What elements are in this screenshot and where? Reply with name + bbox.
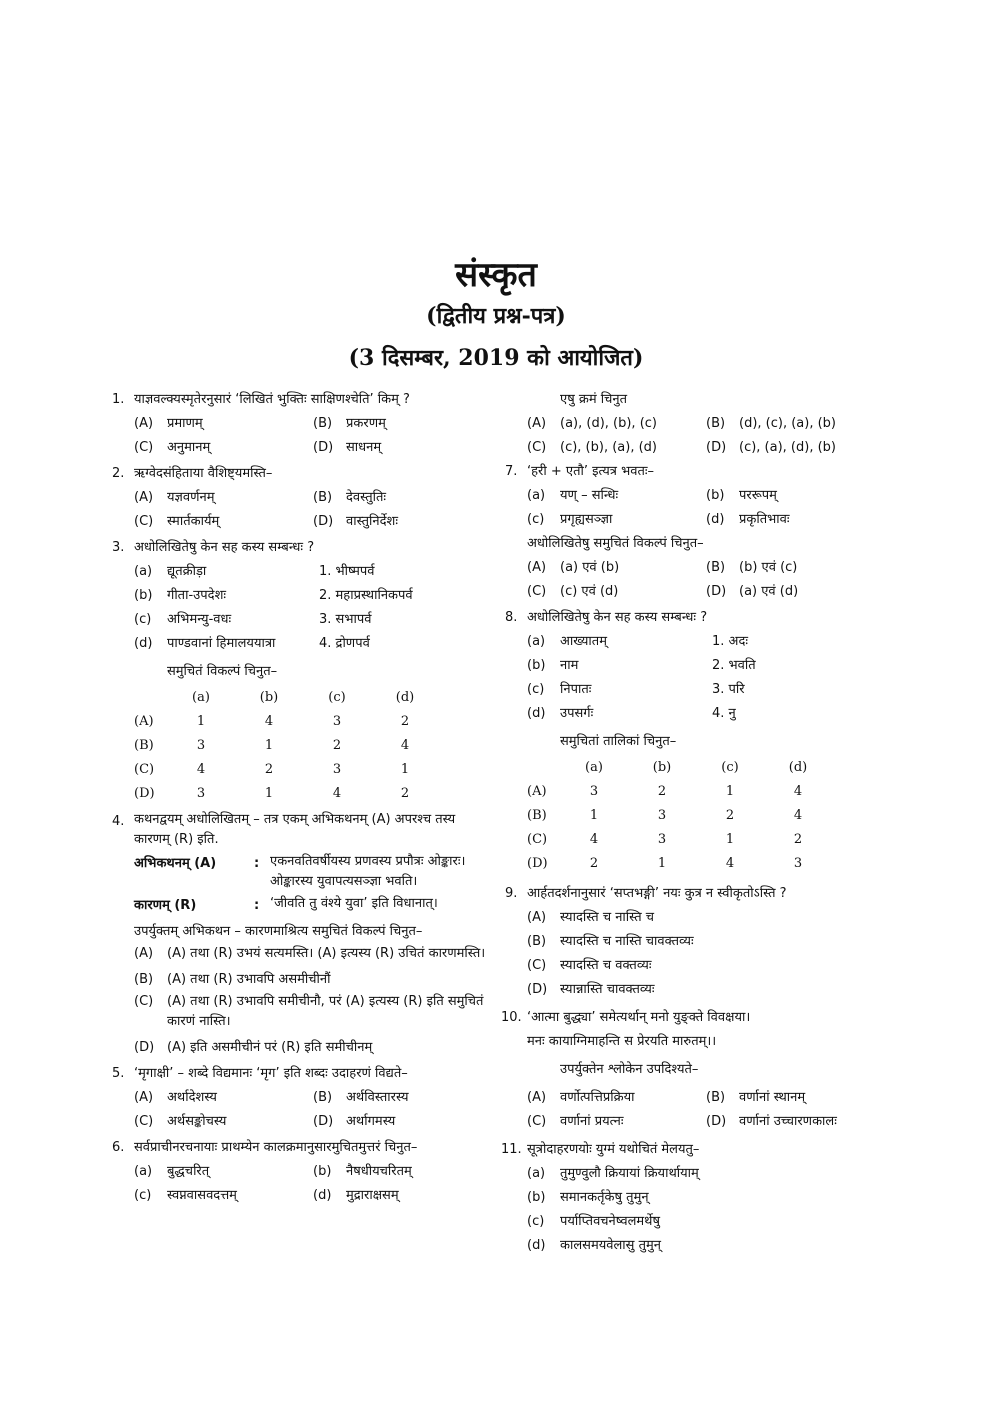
question-3 xyxy=(112,536,492,806)
item-text: यण् – सन्धिः xyxy=(560,488,619,503)
option-label: (D) xyxy=(313,440,334,455)
option-label: (B) xyxy=(706,560,726,575)
table-cell: 2 xyxy=(400,786,410,801)
match-row xyxy=(134,560,492,584)
match-label: (a) xyxy=(134,564,153,579)
option-text: (b) एवं (c) xyxy=(739,560,798,575)
match-label: (c) xyxy=(527,682,545,697)
reason-text: ‘जीवति तु वंश्ये युवा’ इति विधानात्। xyxy=(270,896,438,911)
option-label: (D) xyxy=(313,514,334,529)
question-number: 5. xyxy=(112,1066,125,1081)
instruction: अधोलिखितेषु समुचितं विकल्पं चिनुत– xyxy=(527,536,704,551)
option-label: (A) xyxy=(134,1090,154,1105)
option-label: (d) xyxy=(313,1188,332,1203)
table-cell: 1 xyxy=(725,784,735,799)
question-7 xyxy=(505,460,885,604)
item-text: समानकर्तृकेषु तुमुन् xyxy=(560,1190,649,1205)
row-label: (D) xyxy=(134,786,155,801)
table-cell: 3 xyxy=(657,832,667,847)
table-cell: 1 xyxy=(400,762,410,777)
table-cell: 1 xyxy=(196,714,206,729)
match-left: निपातः xyxy=(560,682,592,697)
question-text: सूत्रोदाहरणयोः युग्मं यथोचितं मेलयतु– xyxy=(527,1142,700,1157)
question-2 xyxy=(112,462,492,534)
table-head: (a) xyxy=(192,690,210,705)
item-text: तुमुण्वुलौ क्रियायां क्रियार्थायाम् xyxy=(560,1166,699,1181)
instruction: समुचितं विकल्पं चिनुत– xyxy=(167,664,278,679)
match-label: (b) xyxy=(134,588,153,603)
option-text: (A) तथा (R) उभावपि समीचीनौ, परं (A) इत्यस्य (R) इति समुचितं कारणं नास्ति। xyxy=(167,994,484,1029)
assertion-label: अभिकथनम् (A) xyxy=(134,856,217,871)
option-text: (c), (a), (d), (b) xyxy=(739,440,836,455)
option-text: स्यान्नास्ति चावक्तव्यः xyxy=(560,982,655,997)
question-5 xyxy=(112,1062,492,1134)
item-label: (d) xyxy=(527,1238,546,1253)
question-number: 7. xyxy=(505,464,518,479)
question-number: 8. xyxy=(505,610,518,625)
table-head: (b) xyxy=(259,690,279,705)
match-left: द्यूतक्रीड़ा xyxy=(167,564,207,579)
match-right: 1. अदः xyxy=(712,634,748,649)
table-cell: 2 xyxy=(657,784,667,799)
question-11 xyxy=(501,1138,885,1258)
table-cell: 4 xyxy=(400,738,410,753)
option-text: प्रमाणम् xyxy=(167,416,203,431)
question-text: अधोलिखितेषु केन सह कस्य सम्बन्धः ? xyxy=(134,540,315,555)
match-left: अभिमन्यु-वधः xyxy=(167,612,232,627)
exam-date: (3 दिसम्बर, 2019 को आयोजित) xyxy=(348,345,644,371)
option-text: यज्ञवर्णनम् xyxy=(167,490,215,505)
option-text: अर्थादेशस्य xyxy=(167,1090,217,1105)
item-label: (a) xyxy=(527,488,546,503)
question-10 xyxy=(501,1006,885,1134)
option-text: स्यादस्ति च नास्ति चावक्तव्यः xyxy=(560,934,694,949)
match-label: (c) xyxy=(134,612,152,627)
table-cell: 4 xyxy=(589,832,599,847)
question-text: कथनद्वयम् अधोलिखितम् – तत्र एकम् अभिकथनम् (A) अपरश्च तस्य कारणम् (R) इति. xyxy=(134,812,456,847)
instruction: एषु क्रमं चिनुत xyxy=(560,392,627,407)
match-left: आख्यातम् xyxy=(560,634,607,649)
table-cell: 1 xyxy=(264,738,274,753)
option-label: (C) xyxy=(134,994,154,1009)
option-label: (B) xyxy=(313,490,333,505)
table-cell: 4 xyxy=(264,714,274,729)
option-text: वास्तुनिर्देशः xyxy=(346,514,399,529)
option-text: स्यादस्ति च वक्तव्यः xyxy=(560,958,652,973)
colon: : xyxy=(254,898,260,913)
instruction: उपर्युक्तेन श्लोकेन उपदिश्यते– xyxy=(560,1062,699,1077)
table-cell: 3 xyxy=(196,738,206,753)
option-text: देवस्तुतिः xyxy=(346,490,387,505)
option-text: वर्णानां उच्चारणकालः xyxy=(739,1114,837,1129)
table-cell: 1 xyxy=(725,832,735,847)
question-number: 3. xyxy=(112,540,125,555)
option-label: (A) xyxy=(527,560,547,575)
option-label: (A) xyxy=(527,910,547,925)
match-row xyxy=(134,584,492,608)
answer-table xyxy=(527,756,832,876)
left-column xyxy=(112,388,492,1210)
page-title: संस्कृत xyxy=(455,255,537,295)
table-head: (c) xyxy=(721,760,739,775)
match-label: (d) xyxy=(134,636,153,651)
match-right: 3. परि xyxy=(712,682,745,697)
question-number: 10. xyxy=(501,1010,522,1025)
question-number: 4. xyxy=(112,814,125,829)
item-label: (b) xyxy=(527,1190,546,1205)
option-text: बुद्धचरित् xyxy=(167,1164,210,1179)
match-right: 1. भीष्मपर्व xyxy=(319,564,375,579)
option-text: स्मार्तकार्यम् xyxy=(167,514,220,529)
table-cell: 3 xyxy=(793,856,803,871)
question-1 xyxy=(112,388,492,460)
option-label: (B) xyxy=(313,1090,333,1105)
option-text: अनुमानम् xyxy=(167,440,211,455)
table-cell: 4 xyxy=(793,784,803,799)
match-left: उपसर्गः xyxy=(560,706,594,721)
match-row xyxy=(527,654,885,678)
option-label: (C) xyxy=(134,514,154,529)
match-label: (b) xyxy=(527,658,546,673)
option-text: नैषधीयचरितम् xyxy=(346,1164,412,1179)
table-cell: 2 xyxy=(793,832,803,847)
table-cell: 4 xyxy=(793,808,803,823)
option-text: (A) इति असमीचीनं परं (R) इति समीचीनम् xyxy=(167,1040,373,1055)
match-row xyxy=(527,678,885,702)
assertion-text: एकनवतिवर्षीयस्य प्रणवस्य प्रपौत्रः ओङ्कारः। ओङ्कारस्य युवापत्यसञ्ज्ञा भवति। xyxy=(270,854,466,889)
option-text: (A) तथा (R) उभावपि असमीचीनौं xyxy=(167,972,331,987)
table-cell: 4 xyxy=(725,856,735,871)
match-right: 2. महाप्रस्थानिकपर्व xyxy=(319,588,413,603)
table-cell: 1 xyxy=(589,808,599,823)
item-label: (b) xyxy=(706,488,725,503)
row-label: (C) xyxy=(134,762,155,777)
question-text: आर्हतदर्शनानुसारं ‘सप्तभङ्गी’ नयः कुत्र न स्वीकृतोऽस्ति ? xyxy=(527,886,787,901)
option-label: (D) xyxy=(706,440,727,455)
option-label: (B) xyxy=(706,416,726,431)
option-text: (a) एवं (b) xyxy=(560,560,620,575)
table-head: (b) xyxy=(652,760,672,775)
match-right: 4. द्रोणपर्व xyxy=(319,636,370,651)
table-head: (c) xyxy=(328,690,346,705)
table-cell: 2 xyxy=(400,714,410,729)
table-head: (d) xyxy=(395,690,415,705)
option-label: (D) xyxy=(706,584,727,599)
option-label: (B) xyxy=(706,1090,726,1105)
table-cell: 3 xyxy=(332,762,342,777)
table-cell: 4 xyxy=(196,762,206,777)
table-cell: 3 xyxy=(332,714,342,729)
item-text: प्रगृह्यसञ्ज्ञा xyxy=(560,512,613,527)
row-label: (D) xyxy=(527,856,548,871)
match-right: 3. सभापर्व xyxy=(319,612,372,627)
question-number: 1. xyxy=(112,392,125,407)
option-text: मुद्राराक्षसम् xyxy=(346,1188,399,1203)
option-label: (A) xyxy=(527,416,547,431)
option-label: (D) xyxy=(706,1114,727,1129)
option-text: (A) तथा (R) उभयं सत्यमस्ति। (A) इत्यस्य (R) उचितं कारणमस्ति। xyxy=(167,946,486,961)
verse-line: मनः कायाग्निमाहन्ति स प्रेरयति मारुतम्।। xyxy=(527,1034,717,1049)
item-label: (c) xyxy=(527,512,545,527)
option-label: (c) xyxy=(134,1188,152,1203)
right-column xyxy=(501,388,885,1260)
option-label: (B) xyxy=(313,416,333,431)
option-text: (d), (c), (a), (b) xyxy=(739,416,836,431)
option-text: प्रकरणम् xyxy=(346,416,386,431)
match-left: गीता-उपदेशः xyxy=(167,588,227,603)
option-label: (A) xyxy=(134,416,154,431)
table-cell: 3 xyxy=(196,786,206,801)
option-label: (a) xyxy=(134,1164,153,1179)
question-number: 9. xyxy=(505,886,518,901)
option-label: (D) xyxy=(313,1114,334,1129)
match-label: (a) xyxy=(527,634,546,649)
match-row xyxy=(527,630,885,654)
colon: : xyxy=(254,856,260,871)
table-cell: 3 xyxy=(589,784,599,799)
table-cell: 1 xyxy=(657,856,667,871)
table-cell: 2 xyxy=(589,856,599,871)
question-text: ‘मृगाक्षी’ – शब्दे विद्यमानः ‘मृग’ इति शब्दः उदाहरणं विद्यते– xyxy=(134,1066,408,1081)
match-row xyxy=(134,608,492,632)
question-text: ‘आत्मा बुद्ध्या’ समेत्यर्थान् मनो युङ्क्ते विवक्षया। xyxy=(527,1010,751,1025)
question-text: ऋग्वेदसंहिताया वैशिष्ट्यमस्ति– xyxy=(134,466,273,481)
option-text: (c), (b), (a), (d) xyxy=(560,440,657,455)
item-text: पर्याप्तिवचनेष्वलमर्थेषु xyxy=(560,1214,660,1229)
table-cell: 2 xyxy=(332,738,342,753)
match-right: 2. भवति xyxy=(712,658,756,673)
option-label: (C) xyxy=(527,584,547,599)
item-text: पररूपम् xyxy=(739,488,777,503)
table-cell: 2 xyxy=(725,808,735,823)
option-text: अर्थागमस्य xyxy=(346,1114,396,1129)
option-label: (C) xyxy=(134,440,154,455)
table-head: (d) xyxy=(788,760,808,775)
question-number: 11. xyxy=(501,1142,522,1157)
table-cell: 3 xyxy=(657,808,667,823)
option-label: (A) xyxy=(134,490,154,505)
option-label: (D) xyxy=(134,1040,155,1055)
option-label: (B) xyxy=(134,972,154,987)
question-text: याज्ञवल्क्यस्मृतेरनुसारं ‘लिखितं भुक्तिः साक्षिणश्चेति’ किम् ? xyxy=(134,392,410,407)
row-label: (A) xyxy=(134,714,154,729)
option-label: (A) xyxy=(527,1090,547,1105)
item-label: (d) xyxy=(706,512,725,527)
instruction: समुचितां तालिकां चिनुत– xyxy=(560,734,677,749)
question-8 xyxy=(505,606,885,876)
option-text: (c) एवं (d) xyxy=(560,584,619,599)
question-9 xyxy=(505,882,885,1002)
page-subtitle: (द्वितीय प्रश्न-पत्र) xyxy=(426,303,566,329)
question-text: सर्वप्राचीनरचनायाः प्राथम्येन कालक्रमानुसारमुचितमुत्तरं चिनुत– xyxy=(134,1140,418,1155)
question-6 xyxy=(112,1136,492,1208)
reason-label: कारणम् (R) xyxy=(134,898,197,913)
table-head: (a) xyxy=(585,760,603,775)
row-label: (A) xyxy=(527,784,547,799)
item-text: प्रकृतिभावः xyxy=(739,512,790,527)
row-label: (B) xyxy=(134,738,154,753)
match-row xyxy=(527,702,885,726)
option-label: (C) xyxy=(134,1114,154,1129)
match-label: (d) xyxy=(527,706,546,721)
question-number: 6. xyxy=(112,1140,125,1155)
instruction: उपर्युक्तम् अभिकथन – कारणमाश्रित्य समुचितं विकल्पं चिनुत– xyxy=(134,924,423,939)
option-text: (a) एवं (d) xyxy=(739,584,799,599)
match-left: नाम xyxy=(560,658,579,673)
table-cell: 1 xyxy=(264,786,274,801)
option-text: अर्थसङ्कोचस्य xyxy=(167,1114,227,1129)
option-text: अर्थविस्तारस्य xyxy=(346,1090,409,1105)
question-text: अधोलिखितेषु केन सह कस्य सम्बन्धः ? xyxy=(527,610,708,625)
option-text: स्वप्नवासवदत्तम् xyxy=(167,1188,237,1203)
row-label: (B) xyxy=(527,808,547,823)
table-cell: 4 xyxy=(332,786,342,801)
match-right: 4. नु xyxy=(712,706,736,721)
question-number: 2. xyxy=(112,466,125,481)
option-text: वर्णानां स्थानम् xyxy=(739,1090,806,1105)
match-left: पाण्डवानां हिमालययात्रा xyxy=(167,636,276,651)
option-label: (A) xyxy=(134,946,154,961)
item-label: (a) xyxy=(527,1166,546,1181)
option-text: वर्णोत्पत्तिप्रक्रिया xyxy=(560,1090,635,1105)
row-label: (C) xyxy=(527,832,548,847)
option-label: (B) xyxy=(527,934,547,949)
match-row xyxy=(134,632,492,656)
option-text: साधनम् xyxy=(346,440,382,455)
option-label: (C) xyxy=(527,440,547,455)
question-text: ‘हरी + एतौ’ इत्यत्र भवतः– xyxy=(527,464,655,479)
option-text: वर्णानां प्रयत्नः xyxy=(560,1114,624,1129)
option-text: स्यादस्ति च नास्ति च xyxy=(560,910,655,925)
question-4 xyxy=(112,810,492,1060)
question-6-continued xyxy=(505,388,885,460)
option-text: (a), (d), (b), (c) xyxy=(560,416,657,431)
option-label: (b) xyxy=(313,1164,332,1179)
option-label: (C) xyxy=(527,958,547,973)
option-label: (C) xyxy=(527,1114,547,1129)
option-label: (D) xyxy=(527,982,548,997)
item-label: (c) xyxy=(527,1214,545,1229)
item-text: कालसमयवेलासु तुमुन् xyxy=(560,1238,661,1253)
answer-table xyxy=(134,686,439,806)
table-cell: 2 xyxy=(264,762,274,777)
